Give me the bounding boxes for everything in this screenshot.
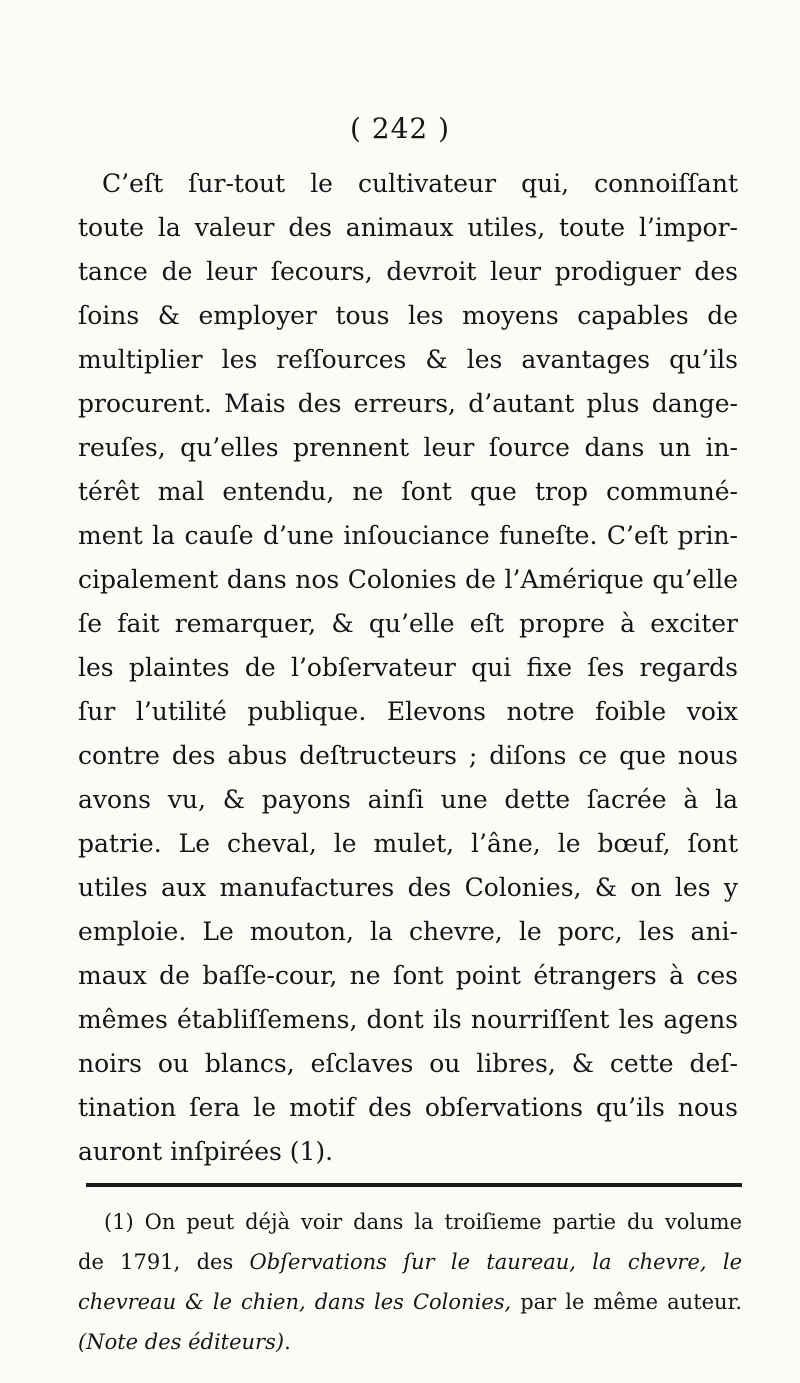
footnote-divider [86,1183,742,1187]
footnote-text: de 1791, des [78,1250,250,1274]
text-line: avons vu, & payons ainſi une dette ſacrée à la [78,785,738,814]
text-line: mêmes établiſſemens, dont ils nourriſſent les agens [78,1005,738,1034]
text-line: cipalement dans nos Colonies de l’Amérique qu’elle [78,565,738,594]
text-line: C’eſt ſur-tout le cultivateur qui, connoiſſant [102,169,738,198]
footnote-italic-text: Obſervations ſur le taureau, la chevre, le [249,1250,742,1274]
footnote-text: par le même auteur. [511,1290,742,1314]
footnote-line [78,1242,742,1282]
text-line: contre des abus deſtructeurs ; diſons ce que nous [78,741,738,770]
text-line: maux de baſſe-cour, ne ſont point étrangers à ces [78,961,738,990]
text-line: emploie. Le mouton, la chevre, le porc, les ani- [78,917,738,946]
text-line: térêt mal entendu, ne ſont que trop communé- [78,477,738,506]
footnote-text: . [284,1330,291,1354]
text-line: auront inſpirées (1). [78,1137,334,1166]
footnote [78,1202,742,1362]
text-line: reuſes, qu’elles prennent leur ſource dans un in- [78,433,738,462]
page-number: ( 242 ) [349,112,451,145]
text-line: ſoins & employer tous les moyens capables de [78,301,738,330]
editors-note: (Note des éditeurs) [78,1330,285,1354]
text-line: les plaintes de l’obſervateur qui fixe ſes regards [78,653,738,682]
text-line: ſur l’utilité publique. Elevons notre foible voix [78,697,738,726]
text-line: toute la valeur des animaux utiles, toute l’impor- [78,213,738,242]
text-line: utiles aux manufactures des Colonies, & on les y [78,873,738,902]
text-line: ſe fait remarquer, & qu’elle eſt propre à exciter [78,609,738,638]
text-line: ment la cauſe d’une inſouciance funeſte. C’eſt prin- [78,521,738,550]
footnote-line [78,1282,742,1322]
text-line: tination ſera le motif des obſervations qu’ils nous [78,1093,738,1122]
footnote-line: (1) On peut déjà voir dans la troiſieme partie du volume [104,1210,742,1234]
text-line: multiplier les reſſources & les avantages qu’ils [78,345,738,374]
text-line: noirs ou blancs, eſclaves ou libres, & cette deſ- [78,1049,738,1078]
text-line: patrie. Le cheval, le mulet, l’âne, le bœuf, ſont [78,829,738,858]
main-paragraph [78,162,738,1174]
footnote-line [78,1322,742,1362]
footnote-italic-text: chevreau & le chien, dans les Colonies, [78,1290,512,1314]
text-line: procurent. Mais des erreurs, d’autant plus dange- [78,389,738,418]
text-line: tance de leur ſecours, devroit leur prodiguer des [78,257,738,286]
